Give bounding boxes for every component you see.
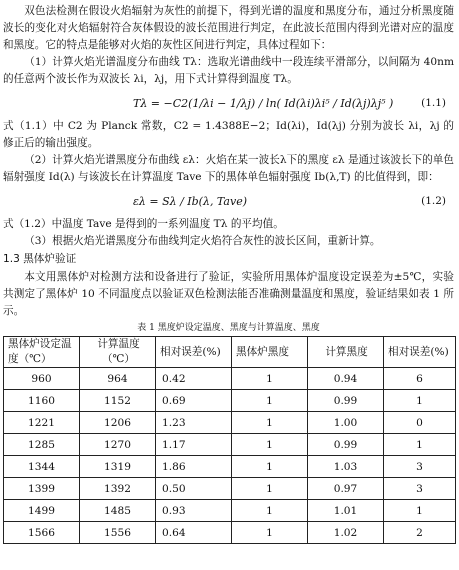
table-row — [4, 500, 456, 522]
table-row — [4, 434, 456, 456]
table-header-row — [4, 337, 456, 368]
table-cell: 1 — [384, 500, 456, 522]
table-row — [4, 478, 456, 500]
validation-paragraph: 本文用黑体炉对检测方法和设备进行了验证，实验所用黑体炉温度设定误差为±5℃，实验共测定了黑体炉 10 不同温度点以验证双色检测法能否准确测量温度和黑度，验证结果如表 1 所示。 — [3, 271, 454, 317]
table-cell: 1.23 — [156, 412, 232, 434]
table-cell: 1556 — [80, 522, 156, 544]
table-cell: 1 — [232, 456, 308, 478]
table-cell: 1 — [232, 412, 308, 434]
table-cell: 1 — [232, 390, 308, 412]
table-cell: 0 — [384, 412, 456, 434]
table-caption: 表 1 黑度炉设定温度、黑度与计算温度、黑度 — [137, 323, 320, 333]
header-set-temperature: 黑体炉设定温度（℃） — [4, 337, 80, 368]
table-cell: 1392 — [80, 478, 156, 500]
header-calc-emissivity: 计算黑度 — [308, 337, 384, 368]
table-cell: 0.99 — [308, 390, 384, 412]
table-cell: 1 — [232, 478, 308, 500]
table-cell: 1 — [384, 434, 456, 456]
header-temp-relative-error: 相对误差(%) — [156, 337, 232, 368]
table-cell: 0.99 — [308, 434, 384, 456]
intro-paragraph: 双色法检测在假设火焰辐射为灰性的前提下，得到光谱的温度和黑度分布，通过分析黑度随波长的变化对火焰辐射符合灰体假设的波长范围进行判定，在此波长范围内得到光谱对应的温度和黑度。它的特点是能够对火焰的灰性区间进行判定，具体过程如下： — [3, 5, 454, 51]
header-emissivity-relative-error: 相对误差(%) — [384, 337, 456, 368]
table-cell: 1.00 — [308, 412, 384, 434]
table-cell: 1.03 — [308, 456, 384, 478]
table-cell: 1344 — [4, 456, 80, 478]
table-cell: 1206 — [80, 412, 156, 434]
equation-1-1-number: (1.1) — [421, 97, 446, 109]
table-cell: 1 — [232, 522, 308, 544]
table-cell: 0.50 — [156, 478, 232, 500]
table-cell: 1399 — [4, 478, 80, 500]
table-row — [4, 522, 456, 544]
step-3-paragraph: （3）根据火焰光谱黑度分布曲线判定火焰符合灰性的波长区间，重新计算。 — [24, 235, 381, 247]
table-cell: 0.69 — [156, 390, 232, 412]
table-cell: 6 — [384, 368, 456, 390]
table-cell: 964 — [80, 368, 156, 390]
table-cell: 1 — [232, 434, 308, 456]
table-cell: 0.93 — [156, 500, 232, 522]
table-cell: 3 — [384, 456, 456, 478]
table-cell: 1 — [232, 368, 308, 390]
table-cell: 1270 — [80, 434, 156, 456]
table-cell: 0.94 — [308, 368, 384, 390]
table-cell: 1.01 — [308, 500, 384, 522]
table-cell: 1.86 — [156, 456, 232, 478]
table-row — [4, 390, 456, 412]
table-row — [4, 456, 456, 478]
table-cell: 0.97 — [308, 478, 384, 500]
table-cell: 1152 — [80, 390, 156, 412]
section-heading: 1.3 黑体炉验证 — [3, 253, 77, 265]
table-cell: 1 — [384, 390, 456, 412]
table-body — [4, 368, 456, 544]
table-cell: 1499 — [4, 500, 80, 522]
table-cell: 1221 — [4, 412, 80, 434]
table-cell: 3 — [384, 478, 456, 500]
equation-1-2-note: 式（1.2）中温度 Tave 是得到的一系列温度 Tλ 的平均值。 — [3, 218, 284, 230]
header-calc-temperature: 计算温度（℃） — [80, 337, 156, 368]
equation-1-2 — [3, 186, 454, 216]
step-1-paragraph: （1）计算火焰光谱温度分布曲线 Tλ：选取光谱曲线中一段连续平滑部分，以间隔为 40nm 的任意两个波长作为双波长 λi，λj，用下式计算得到温度 Tλ。 — [3, 56, 454, 85]
table-row — [4, 412, 456, 434]
equation-1-2-formula: ελ = Sλ / Ib(λ, Tave) — [133, 194, 247, 208]
table-cell: 1485 — [80, 500, 156, 522]
table-cell: 2 — [384, 522, 456, 544]
table-cell: 1 — [232, 500, 308, 522]
table-cell: 0.42 — [156, 368, 232, 390]
table-cell: 1.17 — [156, 434, 232, 456]
table-cell: 1.02 — [308, 522, 384, 544]
equation-1-1-note: 式（1.1）中 C2 为 Planck 常数，C2 = 1.4388E−2；Id(λi)，Id(λj) 分别为波长 λi，λj 的修正后的输出强度。 — [3, 120, 454, 149]
table-cell: 1160 — [4, 390, 80, 412]
results-table — [3, 336, 456, 544]
table-cell: 1566 — [4, 522, 80, 544]
equation-1-1 — [3, 88, 454, 118]
equation-1-1-formula: Tλ = −C2(1/λi − 1/λj) / ln( Id(λi)λi⁵ / Id(λj)λj⁵ ) — [133, 96, 394, 110]
step-2-paragraph: （2）计算火焰光谱黑度分布曲线 ελ：火焰在某一波长λ下的黑度 ελ 是通过该波长下的单色辐射强度 Id(λ) 与该波长在计算温度 Tave 下的黑体单色辐射强度 Ib(λ,T) 的比值得到，即： — [3, 154, 454, 183]
equation-1-2-number: (1.2) — [421, 195, 446, 207]
table-cell: 960 — [4, 368, 80, 390]
table-row — [4, 368, 456, 390]
header-furnace-emissivity: 黑体炉黑度 — [232, 337, 308, 368]
table-cell: 1319 — [80, 456, 156, 478]
table-cell: 1285 — [4, 434, 80, 456]
table-cell: 0.64 — [156, 522, 232, 544]
